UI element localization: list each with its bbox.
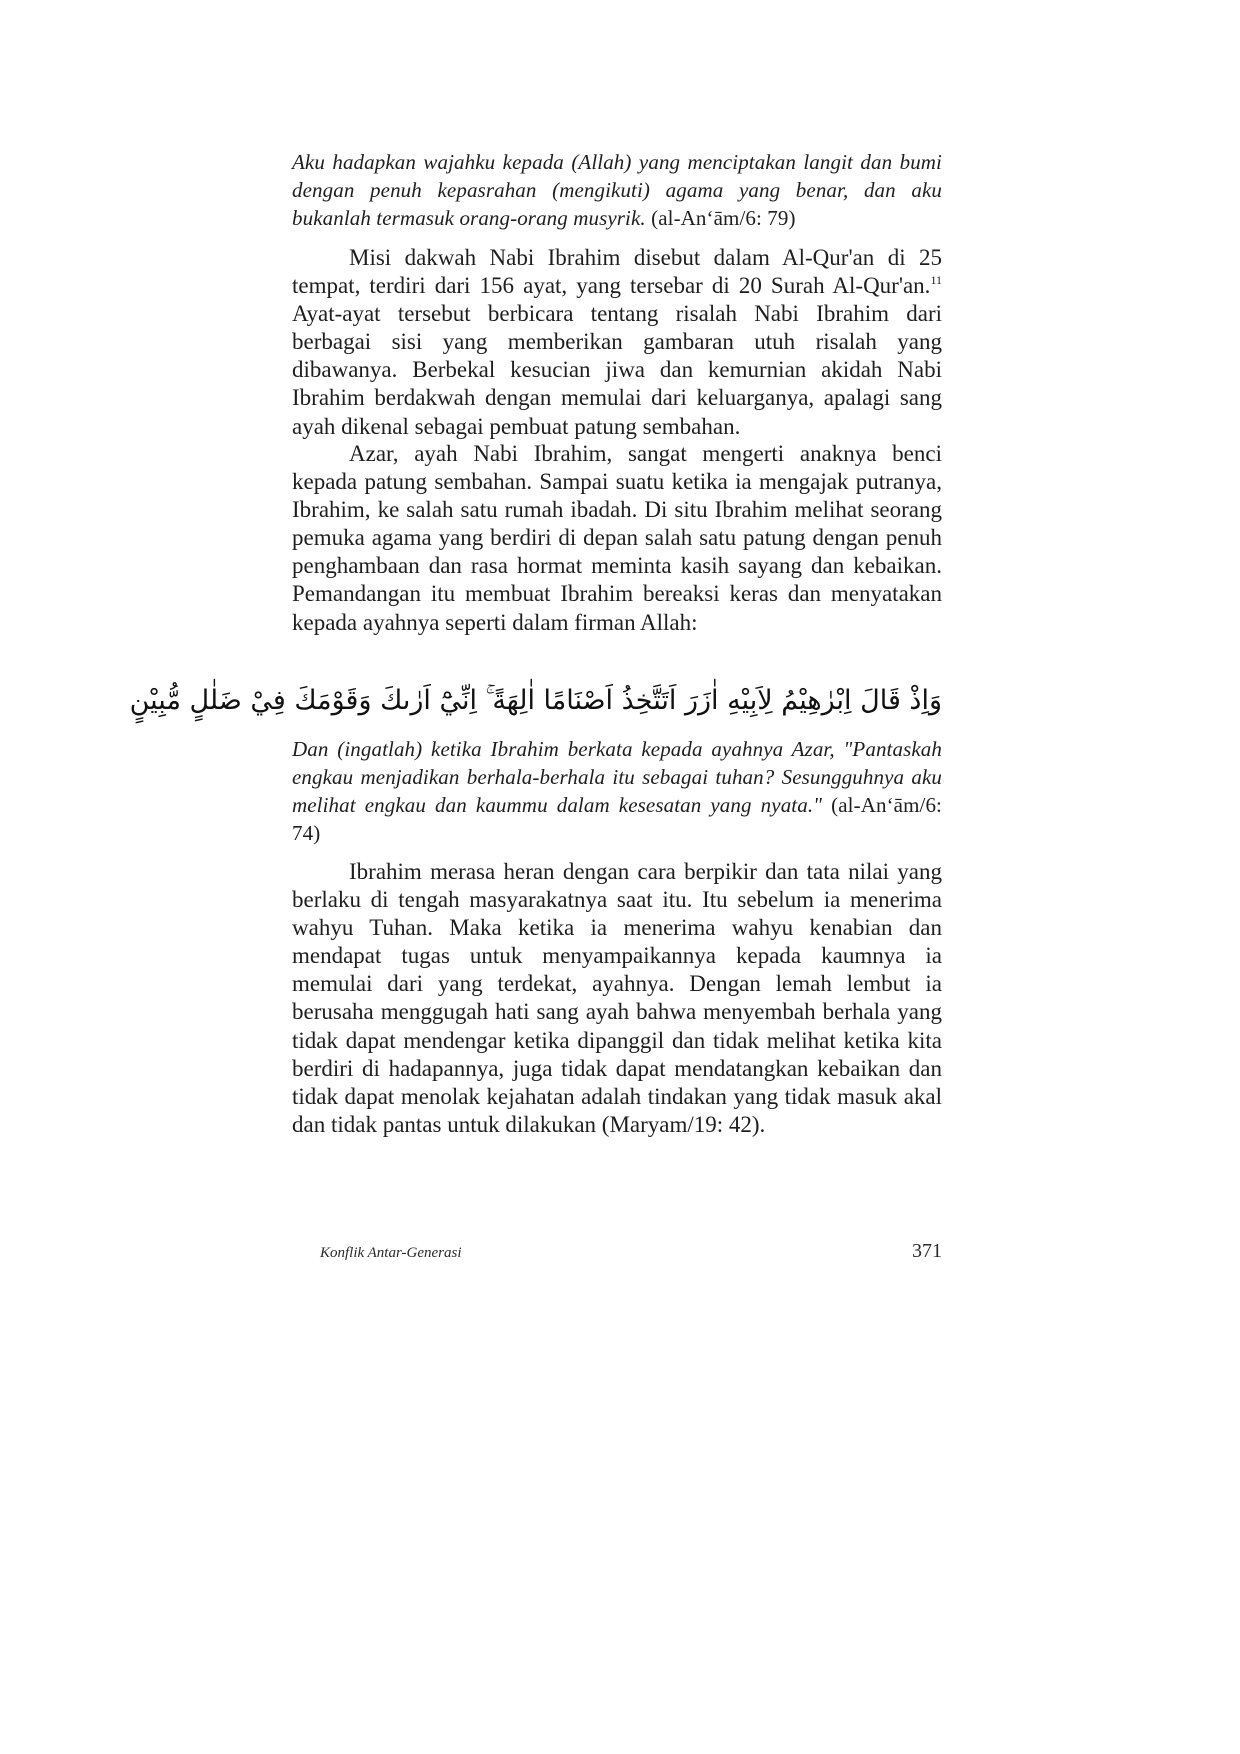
footnote-marker[interactable]: 11: [930, 273, 942, 288]
body-paragraph-1: [292, 244, 942, 441]
quote-reference: (al-An‘ām/6: 74): [292, 793, 942, 845]
body-paragraph-3: Ibrahim merasa heran dengan cara berpikir dan tata nilai yang berlaku di tengah masyarakatnya saat itu. Itu sebelum ia menerima wahyu Tuhan. Maka ketika ia menerima wahyu kenabian dan mendapat tugas untuk menyampaikannya kepada kaumnya ia memulai dari yang terdekat, ayahnya. Dengan lemah lembut ia berusaha menggugah hati sang ayah bahwa menyembah berhala yang tidak dapat mendengar ketika dipanggil dan tidak melihat ketika kita berdiri di hadapannya, juga tidak dapat mendatangkan kebaikan dan tidak dapat menolak kejahatan adalah tindakan yang tidak masuk akal dan tidak pantas untuk dilakukan (Maryam/19: 42).: [292, 859, 942, 1137]
quote-translation-2: [292, 735, 942, 847]
paragraph-text: Ayat-ayat tersebut berbicara tentang risalah Nabi Ibrahim dari berbagai sisi yang memberikan gambaran utuh risalah yang dibawanya. Berbekal kesucian jiwa dan kemurnian akidah Nabi Ibrahim berdakwah dengan memulai dari keluarganya, apalagi sang ayah dikenal sebagai pembuat patung sembahan.: [292, 301, 942, 439]
quote-reference: (al-An‘ām/6: 79): [651, 206, 796, 230]
quote-text: Dan (ingatlah) ketika Ibrahim berkata kepada ayahnya Azar, "Pantaskah engkau menjadikan berhala-berhala itu sebagai tuhan? Sesungguhnya aku melihat engkau dan kaummu dalam kesesatan yang nyata.": [292, 737, 942, 817]
body-paragraph-2: Azar, ayah Nabi Ibrahim, sangat mengerti anaknya benci kepada patung sembahan. Sampai suatu ketika ia mengajak putranya, Ibrahim, ke salah satu rumah ibadah. Di situ Ibrahim melihat seorang pemuka agama yang berdiri di depan salah satu patung dengan penuh penghambaan dan rasa hormat meminta kasih sayang dan kebaikan. Pemandangan itu membuat Ibrahim bereaksi keras dan menyatakan kepada ayahnya seperti dalam firman Allah:: [292, 441, 942, 635]
paragraph-text: Misi dakwah Nabi Ibrahim disebut dalam Al-Qur'an di 25 tempat, terdiri dari 156 ayat, yang tersebar di 20 Surah Al-Qur'an.: [292, 245, 942, 299]
quote-text: Aku hadapkan wajahku kepada (Allah) yang menciptakan langit dan bumi dengan penuh kepasrahan (mengikuti) agama yang benar, dan aku bukanlah termasuk orang-orang musyrik.: [292, 150, 942, 230]
running-footer-title: Konflik Antar-Generasi: [320, 1245, 462, 1261]
page-number: 371: [912, 1240, 942, 1262]
quote-translation-1: [292, 148, 942, 232]
arabic-verse: وَاِذْ قَالَ اِبْرٰهِيْمُ لِاَبِيْهِ اٰزَرَ اَتَتَّخِذُ اَصْنَامًا اٰلِهَةً ۚ اِنِّيْٓ اَرٰىكَ وَقَوْمَكَ فِيْ ضَلٰلٍ مُّبِيْنٍ: [129, 685, 942, 716]
